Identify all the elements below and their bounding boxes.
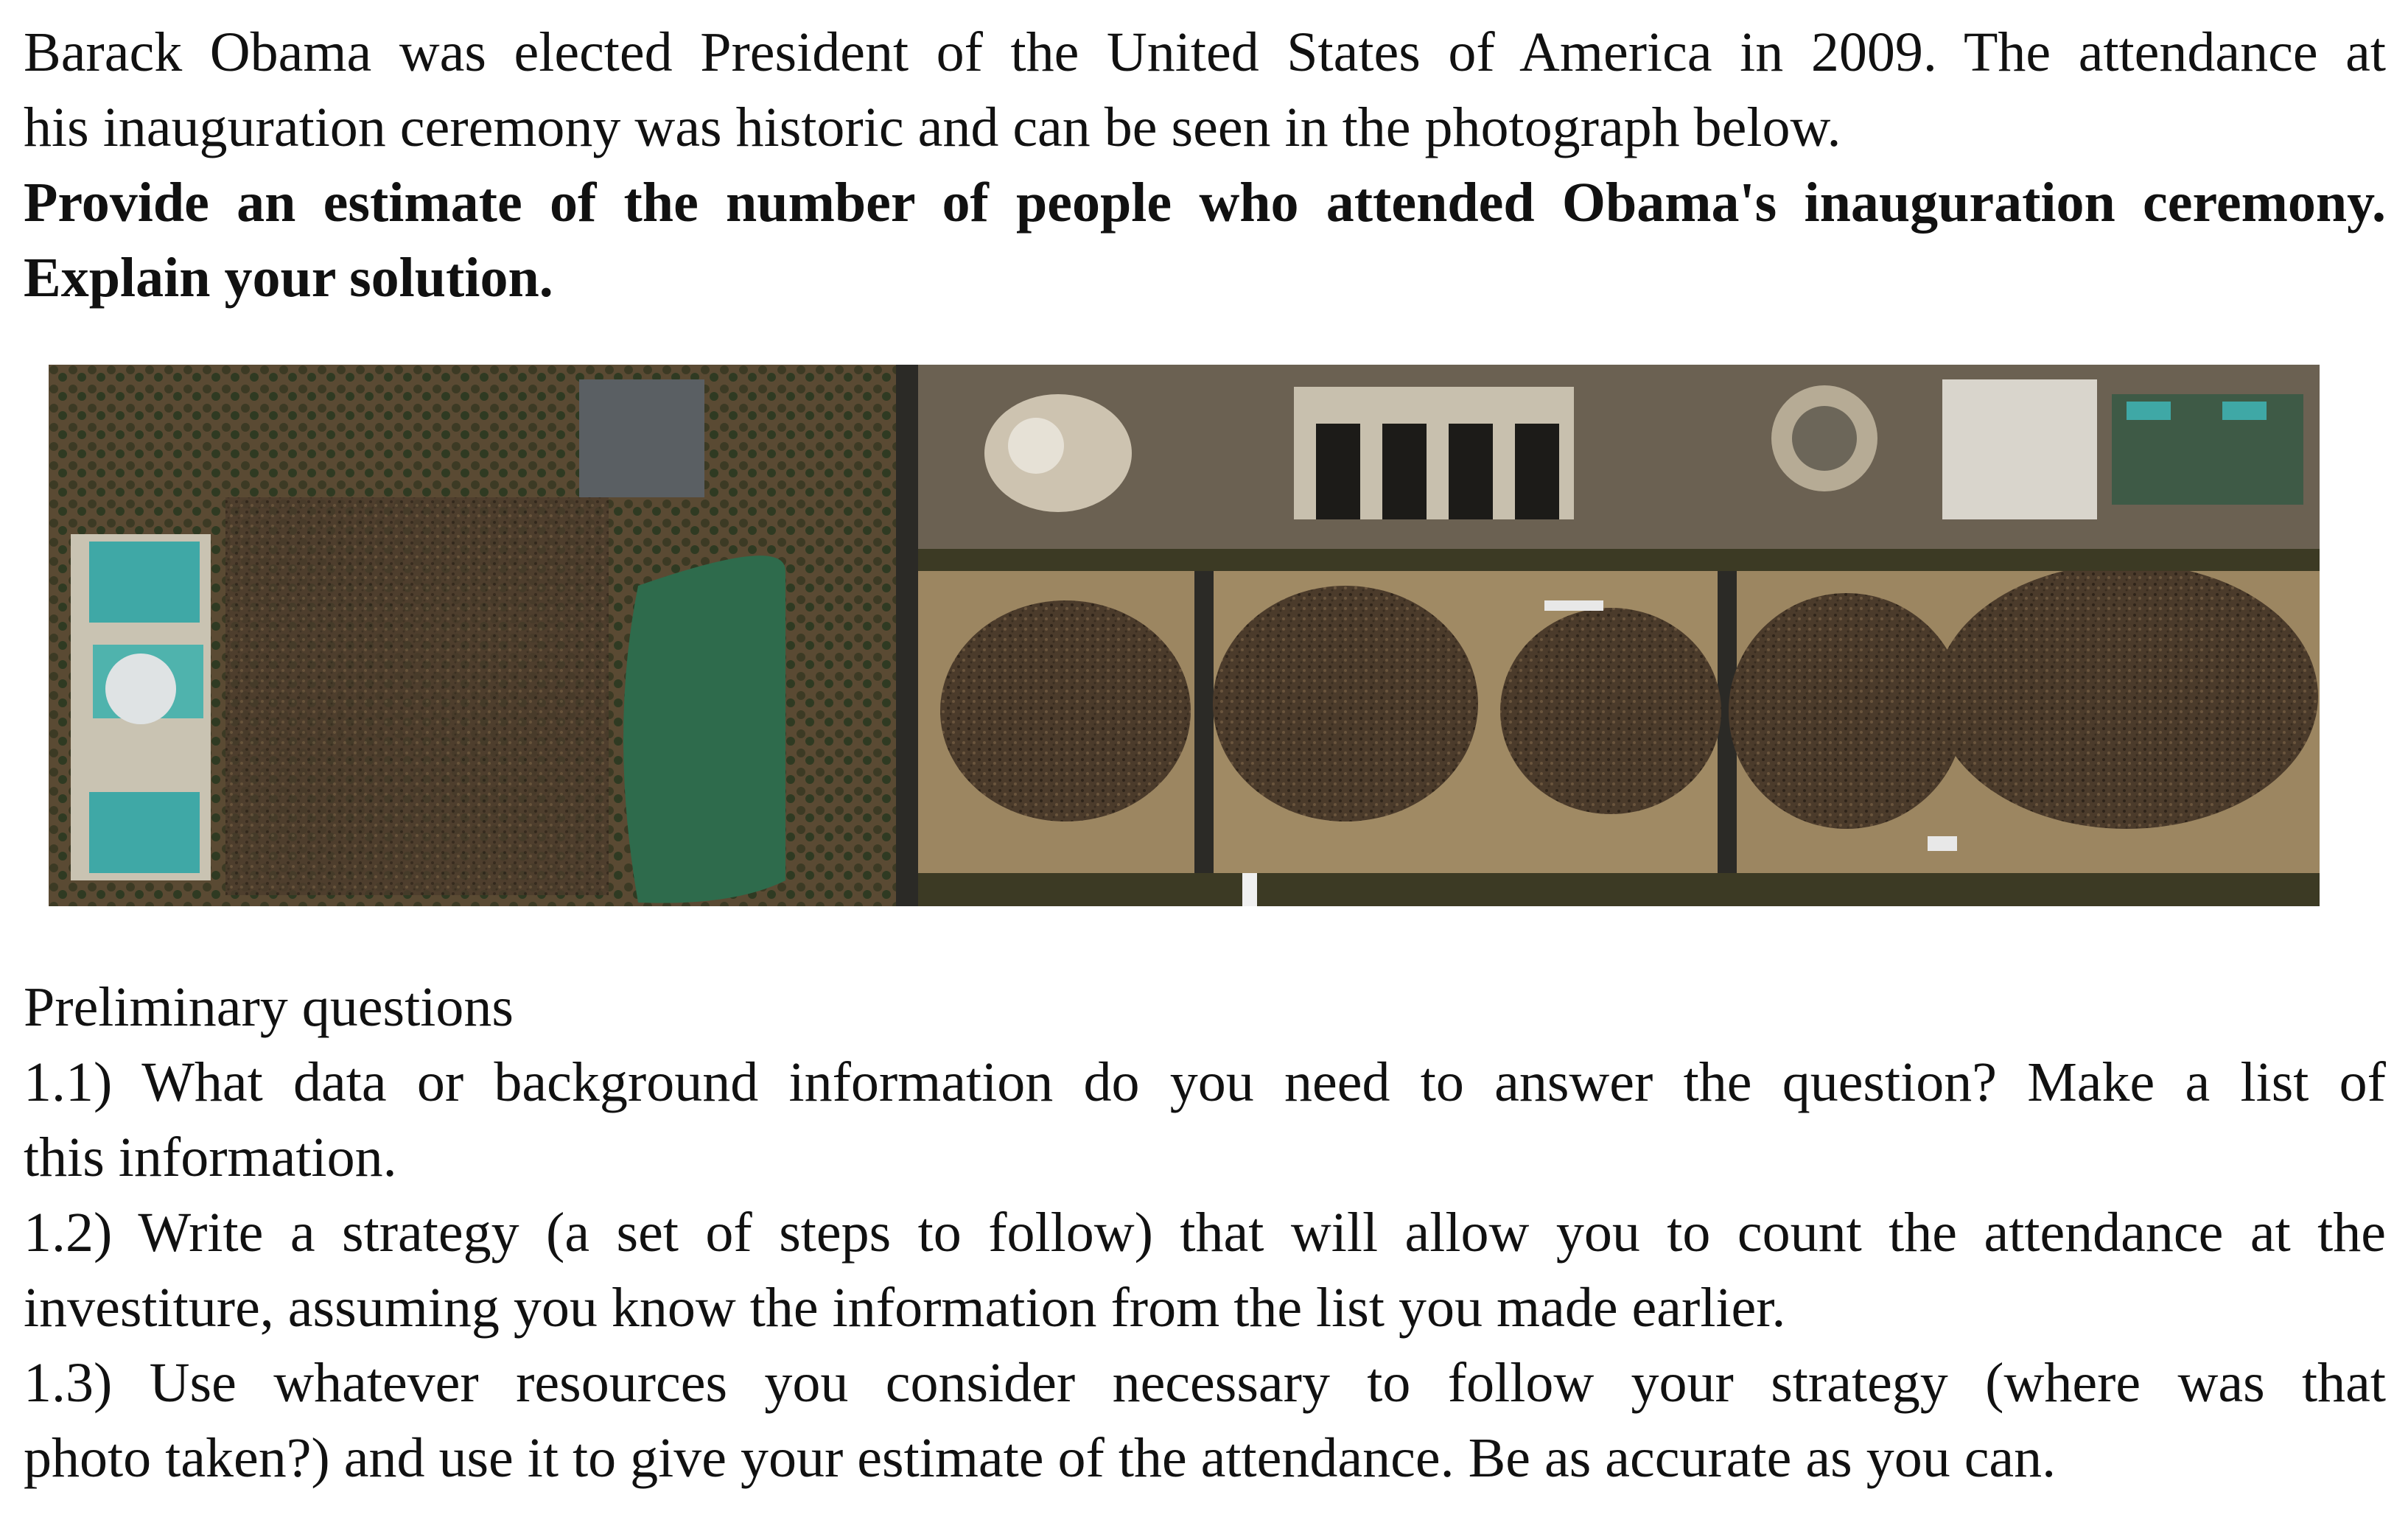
task-line-1: Provide an estimate of the number of people who attended Obama's inauguration ceremony. bbox=[24, 172, 2386, 234]
intro-paragraph bbox=[24, 15, 2386, 165]
reflecting-pool bbox=[623, 556, 785, 903]
intro-line-2: his inauguration ceremony was historic and can be seen in the photograph below. bbox=[24, 97, 1841, 158]
question-1-3-line-2: photo taken?) and use it to give your estimate of the attendance. Be as accurate as you can. bbox=[24, 1427, 2057, 1489]
task-paragraph bbox=[24, 165, 2386, 315]
questions-section bbox=[24, 970, 2386, 1496]
task-line-2: Explain your solution. bbox=[24, 247, 553, 309]
aerial-photo bbox=[49, 365, 2320, 906]
intro-line-1: Barack Obama was elected President of the United States of America in 2009. The attendance at bbox=[24, 21, 2386, 83]
question-1-2-line-1: 1.2) Write a strategy (a set of steps to follow) that will allow you to count the attendance at the bbox=[24, 1202, 2386, 1264]
question-1-3-line-1: 1.3) Use whatever resources you consider necessary to follow your strategy (where was that bbox=[24, 1352, 2386, 1414]
question-1-2-line-2: investiture, assuming you know the information from the list you made earlier. bbox=[24, 1277, 1786, 1339]
questions-heading: Preliminary questions bbox=[24, 976, 514, 1038]
question-1-1-line-2: this information. bbox=[24, 1127, 397, 1188]
question-1-1-line-1: 1.1) What data or background information do you need to answer the question? Make a list of bbox=[24, 1051, 2386, 1113]
